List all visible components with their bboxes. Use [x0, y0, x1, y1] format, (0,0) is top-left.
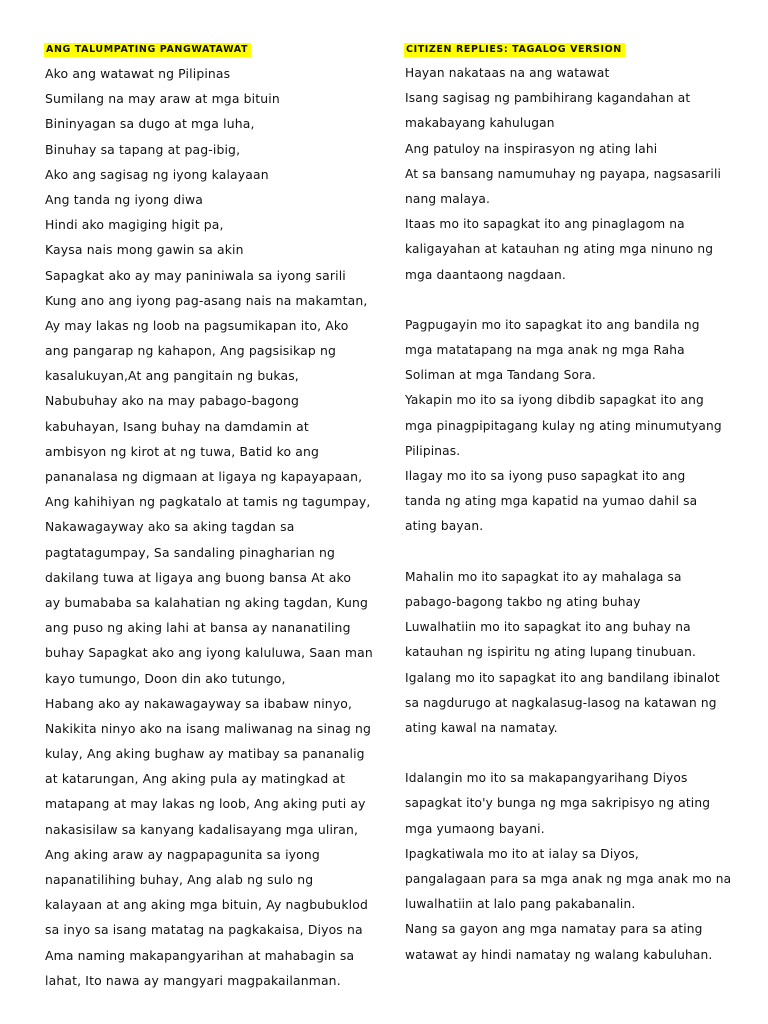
text-line: kasalukuyan,At ang pangitain ng bukas,: [45, 368, 299, 384]
text-line: Sapagkat ako ay may paniniwala sa iyong sarili: [45, 267, 346, 283]
text-line: [405, 288, 735, 313]
text-line: ang pangarap ng kahapon, Ang pagsisikap ng: [45, 343, 336, 359]
left-column-heading: ANG TALUMPATING PANGWATAWAT: [44, 43, 251, 57]
text-line: Ilagay mo ito sa iyong puso sapagkat ito ang: [405, 469, 686, 483]
text-line: nakasisilaw sa kanyang kadalisayang mga uliran,: [45, 821, 359, 837]
text-line: Ay may lakas ng loob na pagsumikapan ito, Ako: [45, 317, 349, 333]
text-line: Isang sagisag ng pambihirang kagandahan at: [405, 91, 691, 106]
text-line: matapang at may lakas ng loob, Ang aking puti ay: [45, 796, 366, 812]
text-line: Kung ano ang iyong pag-asang nais na makamtan,: [45, 292, 368, 308]
text-line: dakilang tuwa at ligaya ang buong bansa At ako: [45, 569, 352, 585]
text-line: Kaysa nais mong gawin sa akin: [45, 242, 244, 258]
text-line: Pilipinas.: [405, 443, 461, 458]
text-line: Ako ang sagisag ng iyong kalayaan: [45, 166, 269, 182]
right-column: [405, 37, 735, 968]
text-line: Nang sa gayon ang mga namatay para sa ating: [405, 922, 703, 937]
text-line: Hayan nakataas na ang watawat: [405, 66, 610, 80]
text-line: kabuhayan, Isang buhay na damdamin at: [45, 418, 309, 434]
text-line: watawat ay hindi namatay ng walang kabuluhan.: [405, 947, 713, 962]
text-line: Sumilang na may araw at mga bituin: [45, 91, 280, 107]
text-line: kulay, Ang aking bughaw ay matibay sa pananalig: [45, 746, 365, 762]
text-line: Yakapin mo ito sa iyong dibdib sapagkat ito ang: [405, 393, 704, 408]
right-column-heading: CITIZEN REPLIES: TAGALOG VERSION: [404, 43, 625, 57]
text-line: buhay Sapagkat ako ang iyong kaluluwa, Saan man: [45, 645, 373, 661]
text-line: mga pinagpipitagang kulay ng ating minumutyang: [405, 418, 722, 433]
text-line: pananalasa ng digmaan at ligaya ng kapayapaan,: [45, 469, 363, 484]
text-line: Bininyagan sa dugo at mga luha,: [45, 116, 255, 132]
text-line: Binuhay sa tapang at pag-ibig,: [45, 141, 241, 157]
left-column-lines: [45, 61, 375, 993]
text-line: mga daantaong nagdaan.: [405, 267, 566, 282]
text-line: ating kawal na namatay.: [405, 720, 558, 735]
text-line: kaligayahan at katauhan ng ating mga ninuno ng: [405, 242, 714, 257]
text-line: sapagkat ito'y bunga ng mga sakripisyo ng ating: [405, 796, 711, 811]
text-line: Itaas mo ito sapagkat ito ang pinaglagom na: [405, 217, 685, 232]
text-line: Idalangin mo ito sa makapangyarihang Diyos: [405, 771, 688, 786]
text-line: [405, 540, 735, 565]
text-line: sa nagdurugo at nagkalasug-lasog na katawan ng: [405, 695, 717, 710]
text-line: ang puso ng aking lahi at bansa ay nananatiling: [45, 620, 351, 636]
text-line: Nakawagayway ako sa aking tagdan sa: [45, 519, 295, 535]
text-line: mga matatapang na mga anak ng mga Raha: [405, 343, 685, 358]
text-line: Mahalin mo ito sapagkat ito ay mahalaga sa: [405, 569, 682, 584]
text-line: Luwalhatiin mo ito sapagkat ito ang buhay na: [405, 620, 691, 635]
left-column: [45, 37, 375, 993]
text-line: luwalhatiin at lalo pang pakabanalin.: [405, 897, 636, 912]
text-line: ay bumababa sa kalahatian ng aking tagdan, Kung: [45, 594, 368, 610]
text-line: pangalagaan para sa mga anak ng mga anak mo na: [405, 872, 732, 886]
text-line: sa inyo sa isang matatag na pagkakaisa, Diyos na: [45, 922, 363, 938]
text-line: Ang patuloy na inspirasyon ng ating lahi: [405, 141, 658, 156]
text-line: Ama naming makapangyarihan at mahabagin sa: [45, 947, 355, 963]
text-line: nang malaya.: [405, 191, 491, 206]
right-column-lines: [405, 61, 735, 968]
text-line: Ang aking araw ay nagpapagunita sa iyong: [45, 846, 320, 862]
text-line: Pagpugayin mo ito sapagkat ito ang bandila ng: [405, 317, 700, 332]
text-line: Hindi ako magiging higit pa,: [45, 217, 224, 233]
text-line: at katarungan, Ang aking pula ay matingkad at: [45, 771, 346, 787]
text-line: Ang kahihiyan ng pagkatalo at tamis ng tagumpay,: [45, 494, 371, 510]
text-line: Nakikita ninyo ako na isang maliwanag na sinag ng: [45, 720, 371, 736]
text-line: [405, 741, 735, 766]
text-line: pagtatagumpay, Sa sandaling pinagharian ng: [45, 544, 335, 560]
text-line: napanatilihing buhay, Ang alab ng sulo ng: [45, 872, 314, 887]
text-line: ambisyon ng kirot at ng tuwa, Batid ko ang: [45, 443, 320, 459]
text-line: pabago-bagong takbo ng ating buhay: [405, 594, 641, 609]
text-line: Ako ang watawat ng Pilipinas: [45, 66, 231, 81]
text-line: Habang ako ay nakawagayway sa ibabaw ninyo,: [45, 695, 353, 711]
text-line: Igalang mo ito sapagkat ito ang bandilang ibinalot: [405, 670, 720, 685]
text-line: Nabubuhay ako na may pabago-bagong: [45, 393, 299, 409]
text-line: lahat, Ito nawa ay mangyari magpakailanman.: [45, 972, 341, 988]
text-line: Ipagkatiwala mo ito at ialay sa Diyos,: [405, 846, 639, 861]
text-line: Soliman at mga Tandang Sora.: [405, 368, 596, 383]
text-line: mga yumaong bayani.: [405, 821, 545, 836]
text-line: kalayaan at ang aking mga bituin, Ay nagbubuklod: [45, 897, 368, 913]
text-line: tanda ng ating mga kapatid na yumao dahil sa: [405, 494, 698, 509]
text-line: makabayang kahulugan: [405, 116, 555, 131]
text-line: ating bayan.: [405, 519, 484, 534]
text-line: Ang tanda ng iyong diwa: [45, 191, 203, 207]
text-line: kayo tumungo, Doon din ako tutungo,: [45, 670, 286, 686]
text-line: At sa bansang namumuhay ng payapa, nagsasarili: [405, 166, 722, 181]
text-line: katauhan ng ispiritu ng ating lupang tinubuan.: [405, 645, 697, 660]
